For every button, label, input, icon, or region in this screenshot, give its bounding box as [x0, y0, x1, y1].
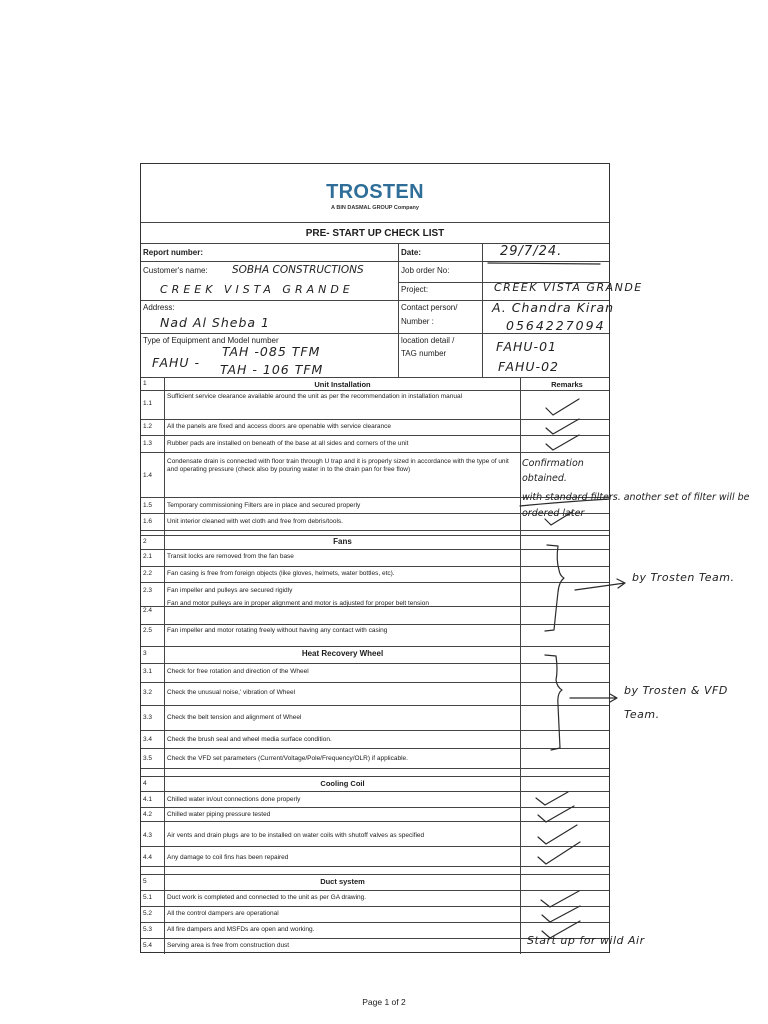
item-number: 2.1 [143, 553, 153, 560]
checklist-item: Any damage to coil fins has been repaired [167, 854, 289, 861]
trosten-logo: TROSTEN [326, 181, 424, 203]
handwritten-remark-startup: Start up for wild Air [527, 934, 645, 947]
tick-mark [538, 842, 580, 864]
item-number: 5.4 [143, 942, 153, 949]
checklist-item: Sufficient service clearance available around the unit as per the recommendation in installation manual [167, 393, 463, 400]
item-number: 2.5 [143, 627, 153, 634]
tick-mark [546, 435, 579, 450]
strike-standard [520, 499, 610, 506]
report-number-label: Report number: [143, 248, 203, 257]
item-number: 3.5 [143, 755, 153, 762]
checklist-item: Check the unusual noise,' vibration of Wheel [167, 689, 296, 696]
page-number: Page 1 of 2 [362, 997, 406, 1007]
arrow-fans [575, 579, 625, 590]
contact-person-label: Contact person/ [401, 303, 458, 312]
item-number: 1.3 [143, 440, 153, 447]
item-number: 1.5 [143, 502, 153, 509]
item-number: 3.1 [143, 668, 153, 675]
tick-mark [546, 399, 579, 415]
item-number: 2.3 [143, 587, 153, 594]
section-number: 2 [143, 538, 147, 545]
item-number: 1.1 [143, 400, 153, 407]
tick-mark [538, 806, 574, 822]
checklist-item: Check the brush seal and wheel media surface condition. [167, 736, 332, 743]
checklist-item: All the panels are fixed and access doors are openable with service clearance [167, 423, 392, 430]
checklist-item: Unit interior cleaned with wet cloth and free from debris/tools. [167, 518, 343, 525]
underline-date [488, 263, 600, 264]
checklist-item: Chilled water in/out connections done properly [167, 796, 301, 803]
checklist-item: Duct work is completed and connected to the unit as per GA drawing. [167, 894, 367, 901]
checklist-item: Serving area is free from construction dust [167, 942, 290, 949]
remarks-header: Remarks [551, 380, 583, 389]
handwritten-customer-line2: CREEK VISTA GRANDE [160, 283, 354, 296]
tick-mark [542, 906, 580, 922]
tick-mark [541, 891, 579, 907]
checklist-item: All fire dampers and MSFDs are open and working. [167, 926, 315, 933]
handwritten-equipment-2: TAH - 106 TFM [220, 362, 324, 377]
handwritten-phone: 0564227094 [506, 318, 606, 333]
checklist-item: Temporary commissioning Filters are in place and secured properly [167, 502, 361, 509]
form-title: PRE- START UP CHECK LIST [305, 228, 445, 239]
handwritten-equipment-1: TAH -085 TFM [222, 344, 321, 359]
handwritten-project: CREEK VISTA GRANDE [494, 281, 643, 294]
tick-mark [542, 921, 580, 938]
equipment-label: Type of Equipment and Model number [143, 336, 279, 345]
item-number: 5.2 [143, 910, 153, 917]
handwritten-date: 29/7/24. [500, 244, 563, 259]
section-title-unit-installation: Unit Installation [314, 380, 371, 389]
handwritten-tag-1: FAHU-01 [496, 339, 557, 354]
tag-label: TAG number [401, 349, 447, 358]
checklist-item: Check the belt tension and alignment of Wheel [167, 714, 302, 721]
logo-tagline: A BIN DASMAL GROUP Company [331, 205, 419, 211]
item-number: 3.2 [143, 689, 153, 696]
brace-hrw [545, 655, 562, 750]
section-title-fans: Fans [333, 537, 352, 546]
checklist-item: Chilled water piping pressure tested [167, 811, 271, 818]
customer-name-label: Customer's name: [143, 266, 208, 275]
checklist-item: Air vents and drain plugs are to be installed on water coils with shutoff valves as specified [167, 832, 425, 839]
section-title-cooling-coil: Cooling Coil [320, 779, 365, 788]
item-number: 1.6 [143, 518, 153, 525]
checklist-item: Transit locks are removed from the fan base [167, 553, 294, 560]
handwritten-remark-filters: with standard filters. another set of filter will be ordered later [522, 492, 750, 519]
item-number: 1.4 [143, 472, 153, 479]
address-label: Address: [143, 303, 175, 312]
item-number: 3.3 [143, 714, 153, 721]
handwritten-address: Nad Al Sheba 1 [160, 315, 270, 330]
checklist-item: Fan casing is free from foreign objects (like gloves, helmets, water bottles, etc). [167, 570, 395, 577]
item-number: 1.2 [143, 423, 153, 430]
arrow-hrw [570, 694, 617, 702]
handwritten-customer: SOBHA CONSTRUCTIONS [232, 264, 364, 276]
location-label: location detail / [401, 336, 455, 345]
section-number: 3 [143, 650, 147, 657]
item-number: 5.1 [143, 894, 153, 901]
handwritten-contact: A. Chandra Kiran [492, 300, 615, 315]
section-number: 5 [143, 878, 147, 885]
section-number: 1 [143, 380, 147, 387]
brace-fans [545, 545, 564, 631]
item-number: 4.3 [143, 832, 153, 839]
checklist-item: Condensate drain is connected with floor train through U trap and it is properly sized in accordance with the type of unit and operating pressure (check also by pouring water in to the drain pan for free flow) [167, 458, 509, 474]
item-number: 4.4 [143, 854, 153, 861]
handwritten-remark-fans: by Trosten Team. [632, 571, 735, 584]
date-label: Date: [401, 248, 422, 257]
checklist-item: Rubber pads are installed on beneath of the base at all sides and corners of the unit [167, 440, 409, 447]
handwritten-equipment-prefix: FAHU - [152, 355, 201, 370]
checklist-item: All the control dampers are operational [167, 910, 279, 917]
handwritten-remark-confirmation: Confirmation obtained. [522, 458, 584, 484]
tick-mark [538, 825, 577, 844]
handwritten-remark-hrw: by Trosten & VFD Team. [624, 684, 728, 721]
checklist-item: Check the VFD set parameters (Current/Voltage/Pole/Frequency/OLR) if applicable. [167, 755, 408, 762]
section-number: 4 [143, 780, 147, 787]
item-number: 5.3 [143, 926, 153, 933]
number-label: Number : [401, 317, 434, 326]
checklist-item: Check for free rotation and direction of the Wheel [167, 668, 309, 675]
checklist-item: Fan impeller and pulleys are secured rigidly [167, 587, 293, 594]
tick-mark [545, 512, 572, 525]
checklist-item: Fan impeller and motor rotating freely without having any contact with casing [167, 627, 388, 634]
section-title-duct-system: Duct system [320, 877, 365, 886]
item-number: 2.2 [143, 570, 153, 577]
tick-mark [546, 419, 579, 434]
job-order-label: Job order No: [401, 266, 450, 275]
section-title-heat-recovery-wheel: Heat Recovery Wheel [301, 649, 384, 658]
item-number: 2.4 [143, 607, 153, 614]
handwritten-tag-2: FAHU-02 [498, 359, 559, 374]
item-number: 3.4 [143, 736, 153, 743]
tick-mark [536, 792, 568, 805]
item-number: 4.1 [143, 796, 153, 803]
item-number: 4.2 [143, 811, 153, 818]
checklist-item: Fan and motor pulleys are in proper alignment and motor is adjusted for proper belt tension [167, 600, 429, 607]
project-label: Project: [401, 285, 429, 294]
